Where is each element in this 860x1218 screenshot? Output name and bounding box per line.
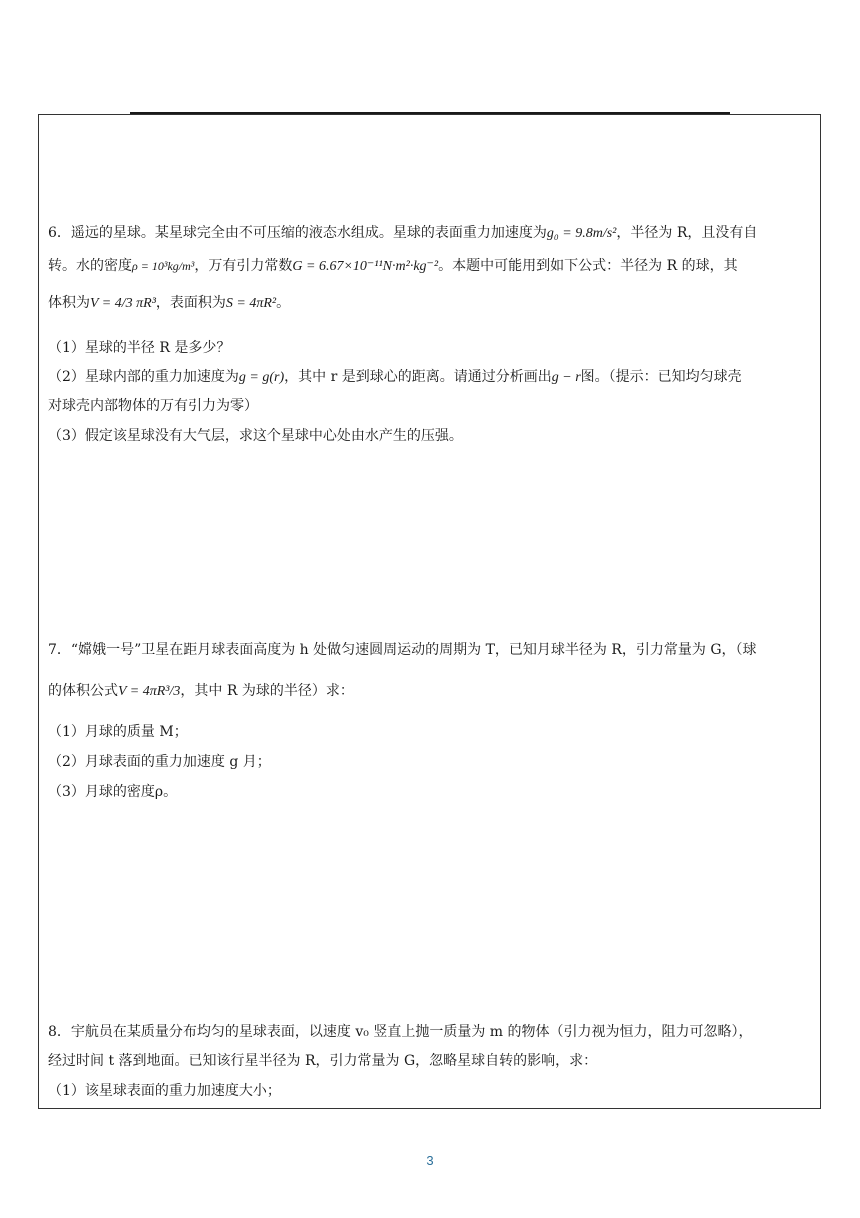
formula-S: S = 4πR² [225,296,277,311]
formula-gr-graph: g − r [551,370,581,385]
formula-rho: ρ = 10³kg/m³ [132,259,195,273]
formula-G: G = 6.67×10⁻¹¹N·m²·kg⁻² [292,259,439,274]
formula-V-moon: V = 4πR³/3 [118,684,181,699]
q6-line1: 6．遥远的星球。某星球完全由不可压缩的液态水组成。星球的表面重力加速度为g₀ = 9.8m/s²，半径为 R，且没有自 [48,225,758,241]
q8-line2: 经过时间 t 落到地面。已知该行星半径为 R，引力常量为 G，忽略星球自转的影响，求： [48,1053,598,1069]
formula-V: V = 4/3 πR³ [90,296,156,311]
q7-line1: 7．“嫦娥一号”卫星在距月球表面高度为 h 处做匀速圆周运动的周期为 T，已知月球半径为 R，引力常量为 G，（球 [48,642,757,658]
q7-sub1: （1）月球的质量 M； [48,724,188,740]
q6-sub2-line1: （2）星球内部的重力加速度为g = g(r)，其中 r 是到球心的距离。请通过分析画出g − r图。（提示：已知均匀球壳 [48,369,742,385]
q7-sub2: （2）月球表面的重力加速度 g 月； [48,754,271,770]
q6-line2: 转。水的密度ρ = 10³kg/m³，万有引力常数G = 6.67×10⁻¹¹N·m²·kg⁻²。本题中可能用到如下公式：半径为 R 的球，其 [48,258,738,274]
q6-sub1: （1）星球的半径 R 是多少？ [48,340,231,356]
formula-g-r: g = g(r) [238,370,285,385]
q6-line3: 体积为V = 4/3 πR³，表面积为S = 4πR²。 [48,295,291,311]
q8-line1: 8．宇航员在某质量分布均匀的星球表面，以速度 v₀ 竖直上抛一质量为 m 的物体（引力视为恒力，阻力可忽略）， [48,1024,753,1040]
q8-sub1: （1）该星球表面的重力加速度大小； [48,1083,281,1099]
q7-line2: 的体积公式V = 4πR³/3，其中 R 为球的半径）求： [48,683,354,699]
q6-sub3: （3）假定该星球没有大气层，求这个星球中心处由水产生的压强。 [48,428,463,444]
q6-sub2-line2: 对球壳内部物体的万有引力为零） [48,398,258,414]
q7-sub3: （3）月球的密度ρ。 [48,784,178,800]
formula-g0: g₀ = 9.8m/s² [546,226,617,241]
page-number: 3 [426,1153,434,1168]
